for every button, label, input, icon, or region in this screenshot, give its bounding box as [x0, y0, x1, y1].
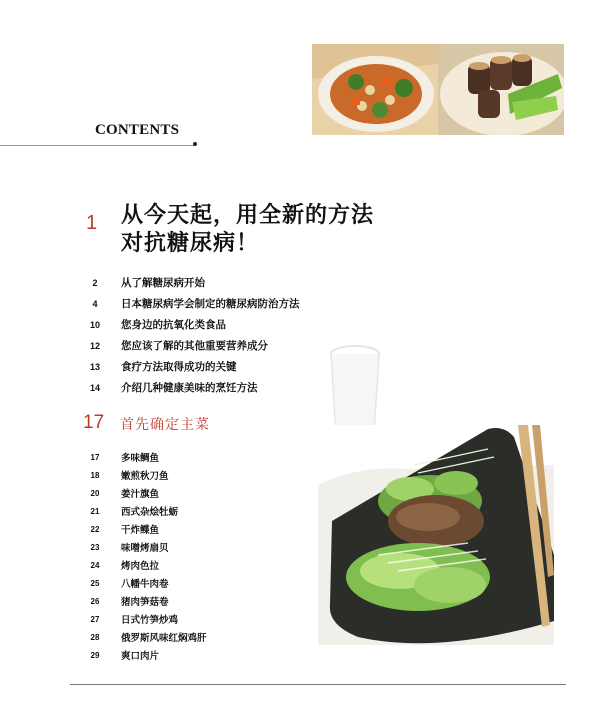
- toc-entry[interactable]: [0, 294, 600, 314]
- meat-salad-photo: [318, 425, 554, 645]
- toc-entry-title: 多味鲷鱼: [121, 453, 160, 464]
- toc-page-number: 4: [92, 299, 98, 309]
- toc-page-number: 17: [90, 453, 100, 462]
- toc-entry[interactable]: [0, 357, 600, 377]
- toc-entry-title: 干炸鲽鱼: [121, 525, 160, 536]
- chapter-1-title-line-1: 从今天起，用全新的方法: [121, 203, 375, 228]
- toc-page-number: 25: [90, 579, 100, 588]
- chapter-17-title: 首先确定主菜: [120, 417, 210, 433]
- toc-page-number: 18: [90, 471, 100, 480]
- toc-page-number: 24: [90, 561, 100, 570]
- toc-page-number: 22: [90, 525, 100, 534]
- contents-underline-dot: [193, 142, 197, 146]
- toc-entry-title: 您应该了解的其他重要营养成分: [121, 340, 268, 352]
- toc-entry[interactable]: [0, 273, 600, 293]
- toc-entry-title: 介绍几种健康美味的烹饪方法: [121, 382, 258, 394]
- contents-title: CONTENTS: [95, 122, 180, 138]
- toc-entry-title: 嫩煎秋刀鱼: [121, 471, 169, 482]
- toc-entry[interactable]: [0, 592, 320, 610]
- toc-entry-title: 日式竹笋炒鸡: [121, 615, 179, 626]
- toc-entry[interactable]: [0, 336, 600, 356]
- toc-page-number: 13: [89, 362, 100, 372]
- toc-page-number: 12: [89, 341, 100, 351]
- toc-entry-title: 日本糖尿病学会制定的糖尿病防治方法: [121, 298, 300, 310]
- toc-page-number: 28: [90, 633, 100, 642]
- toc-entry[interactable]: [0, 610, 320, 628]
- toc-entry[interactable]: [0, 628, 320, 646]
- toc-page-number: 10: [89, 320, 100, 330]
- toc-entry[interactable]: [0, 315, 600, 335]
- toc-entry[interactable]: [0, 378, 600, 398]
- toc-entry-title: 烤肉色拉: [121, 561, 160, 572]
- toc-entry[interactable]: [0, 448, 320, 466]
- toc-entry-title: 食疗方法取得成功的关键: [121, 361, 237, 373]
- chapter-1-number: 1: [86, 212, 98, 234]
- toc-entry[interactable]: [0, 538, 320, 556]
- toc-entry[interactable]: [0, 502, 320, 520]
- toc-page-number: 20: [90, 489, 100, 498]
- toc-entry-title: 猪肉笋菇卷: [121, 597, 169, 608]
- chapter-1-title-line-2: 对抗糖尿病！: [121, 231, 260, 256]
- toc-entry[interactable]: [0, 646, 320, 664]
- toc-entry-title: 俄罗斯风味红焖鸡肝: [121, 633, 207, 644]
- toc-entry-title: 八幡牛肉卷: [121, 579, 169, 590]
- toc-page-number: 14: [89, 383, 100, 393]
- toc-entry[interactable]: [0, 484, 320, 502]
- toc-page-number: 26: [90, 597, 100, 606]
- contents-underline: [0, 145, 195, 146]
- toc-entry[interactable]: [0, 520, 320, 538]
- toc-entry-title: 西式杂烩牡蛎: [121, 507, 179, 518]
- toc-page-number: 27: [90, 615, 100, 624]
- toc-entry[interactable]: [0, 556, 320, 574]
- toc-entry-title: 姜汁旗鱼: [121, 489, 160, 500]
- bottom-divider: [70, 684, 566, 685]
- toc-page-number: 21: [90, 507, 100, 516]
- toc-entry-title: 味噌烤扇贝: [121, 543, 169, 554]
- toc-entry-title: 从了解糖尿病开始: [121, 277, 205, 289]
- toc-page-number: 23: [90, 543, 100, 552]
- toc-entry-title: 爽口肉片: [121, 651, 160, 662]
- toc-page-number: 29: [90, 651, 100, 660]
- toc-entry[interactable]: [0, 466, 320, 484]
- toc-entry-title: 您身边的抗氧化类食品: [121, 319, 226, 331]
- chapter-17-number: 17: [83, 412, 105, 433]
- beef-rolls-photo: [438, 44, 564, 135]
- stew-bowl-photo: [312, 44, 438, 135]
- toc-entry[interactable]: [0, 574, 320, 592]
- toc-page-number: 2: [92, 278, 98, 288]
